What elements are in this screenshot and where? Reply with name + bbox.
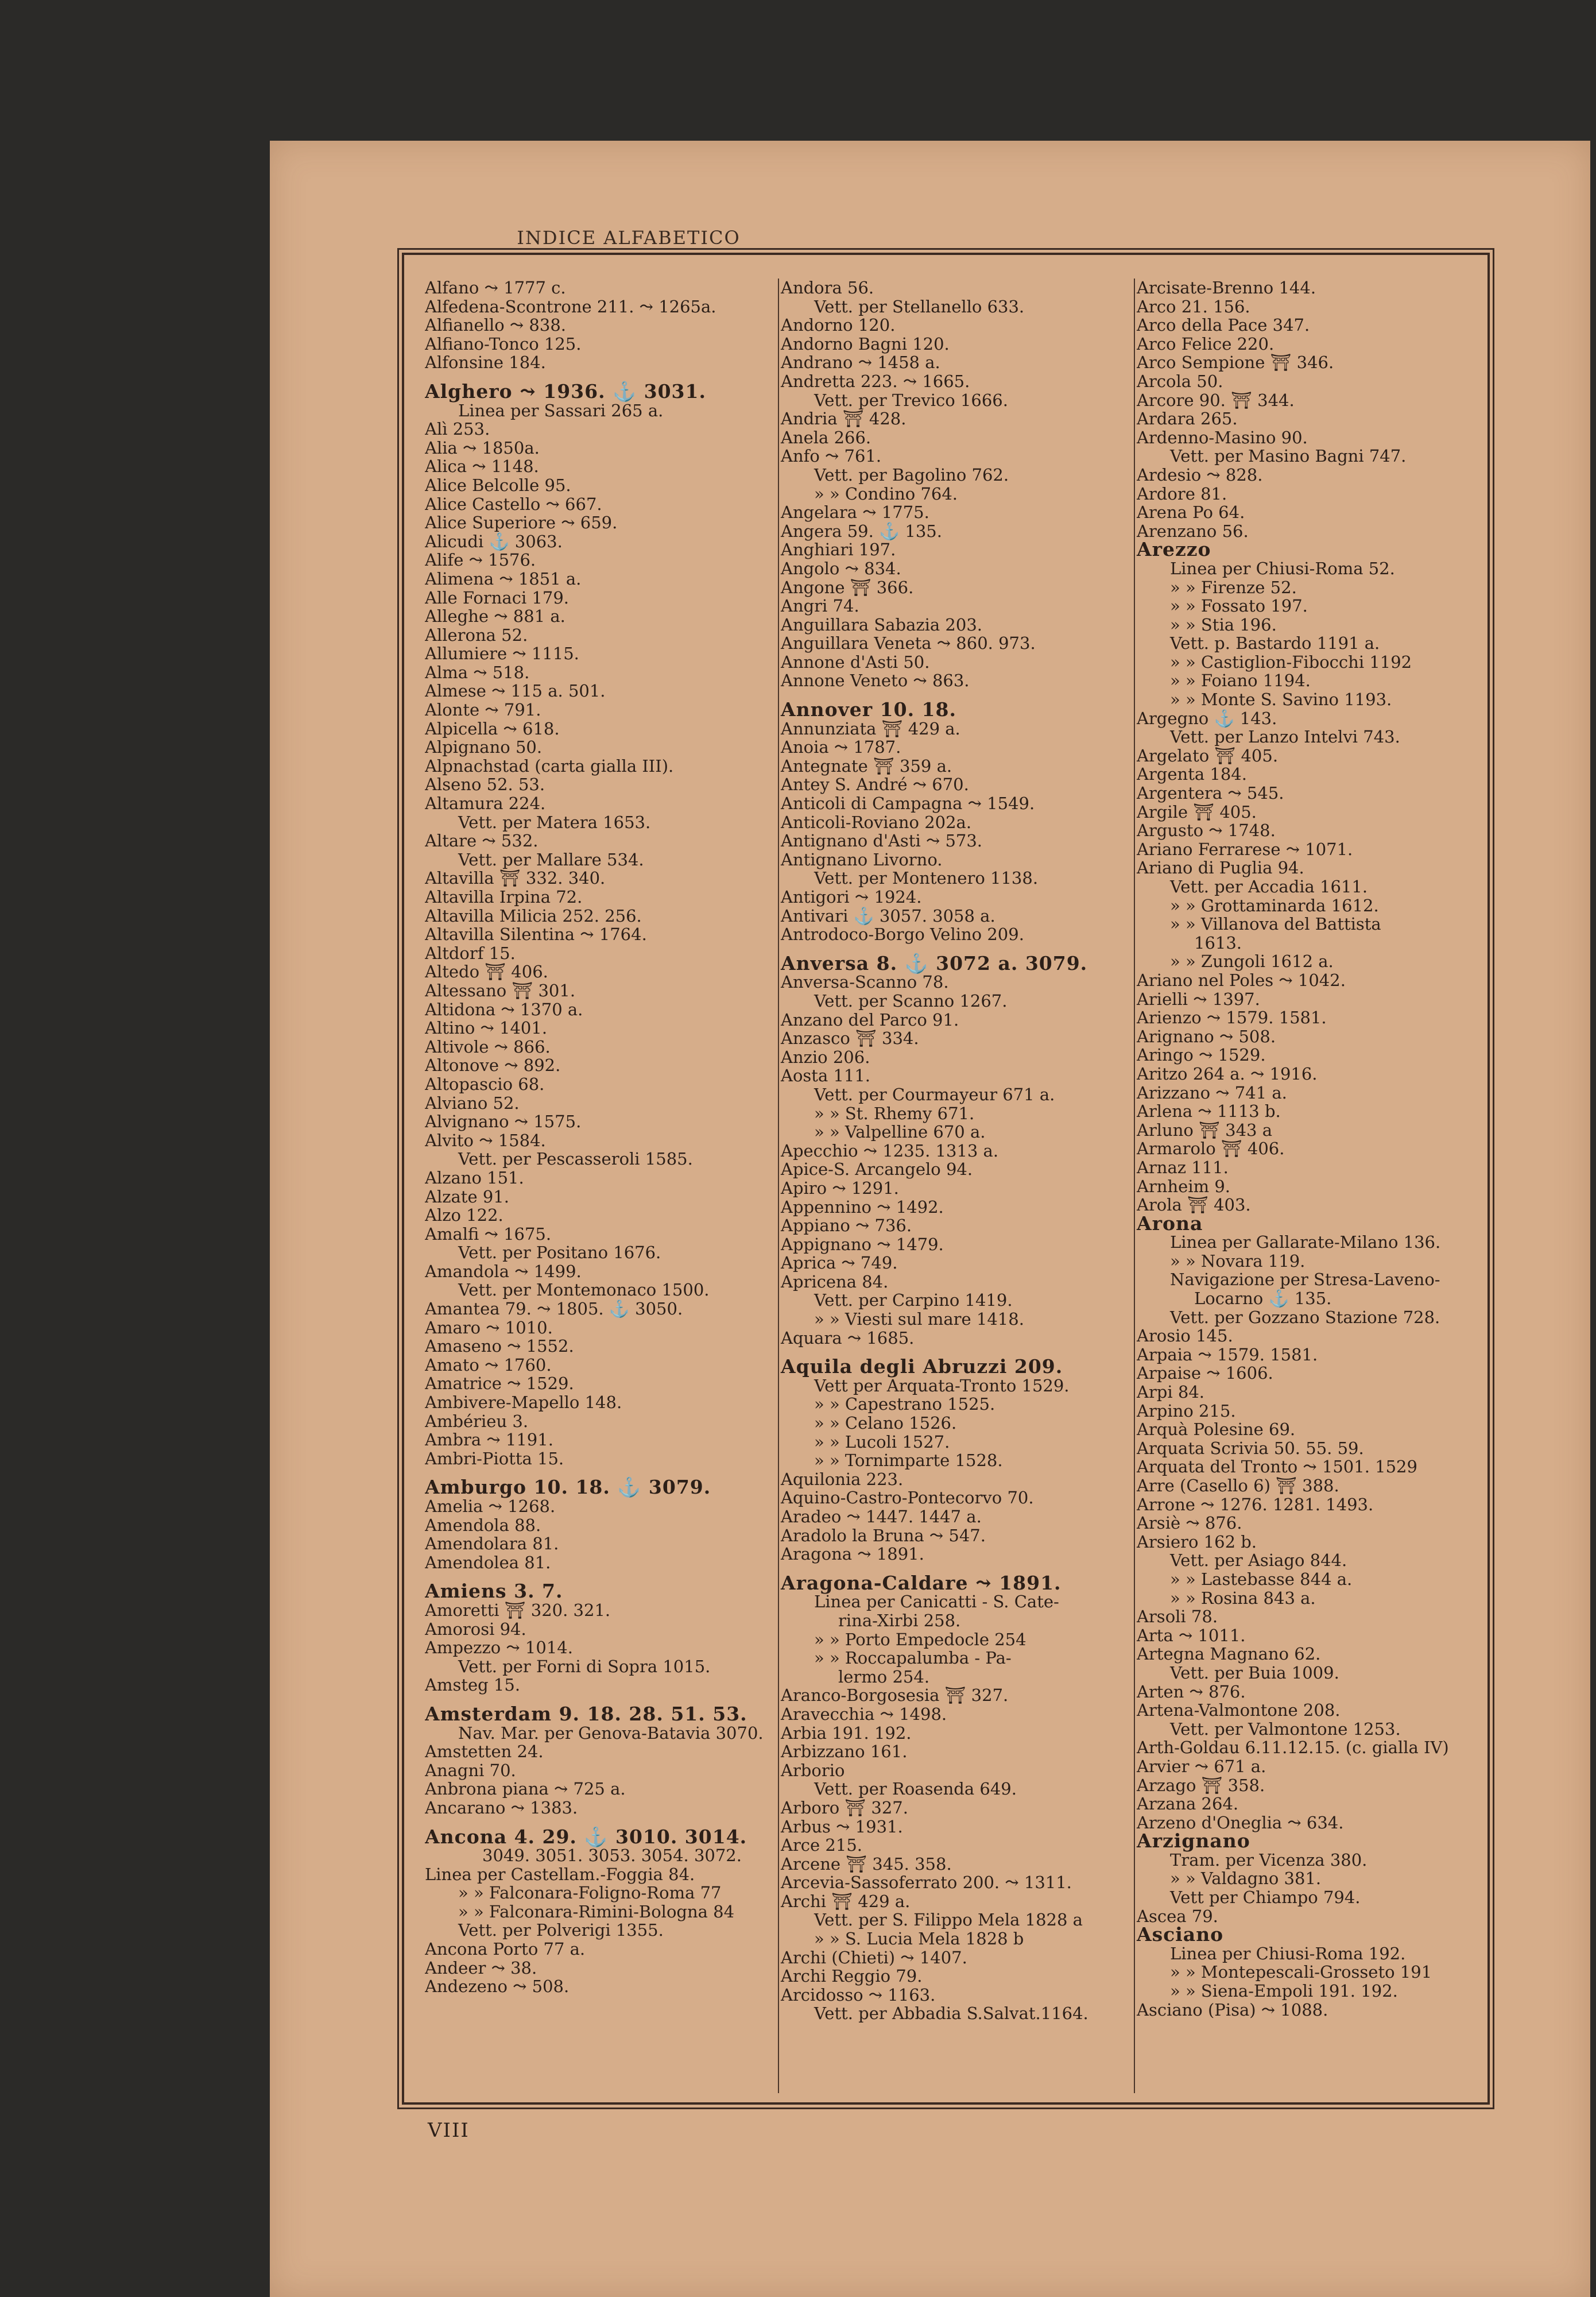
index-entry: Apiro ⤳ 1291. [781,1178,899,1198]
index-entry: Ampezzo ⤳ 1014. [425,1638,573,1658]
index-entry: Arten ⤳ 876. [1137,1681,1246,1702]
index-entry: Altavilla ⛩ 332. 340. [425,868,606,888]
index-entry: Aradeo ⤳ 1447. 1447 a. [781,1507,982,1526]
index-entry: Aringo ⤳ 1529. [1137,1045,1266,1065]
index-entry: Antegnate ⛩ 359 a. [781,756,952,776]
index-entry: » » Lastebasse 844 a. [1170,1569,1353,1589]
index-entry: Amato ⤳ 1760. [425,1355,552,1375]
index-entry: Apice-S. Arcangelo 94. [781,1159,973,1180]
index-entry: Alpnachstad (carta gialla III). [425,756,674,776]
index-entry: Arienzo ⤳ 1579. 1581. [1137,1008,1327,1028]
index-entry: Vett. per Courmayeur 671 a. [814,1084,1055,1104]
index-entry: Amandola ⤳ 1499. [425,1261,582,1281]
index-entry: Amsteg 15. [425,1675,521,1695]
index-entry: Amelia ⤳ 1268. [425,1496,556,1516]
index-entry: Alma ⤳ 518. [425,662,530,682]
index-entry: Antrodoco-Borgo Velino 209. [781,925,1024,945]
index-entry: Vett. per Montenero 1138. [814,868,1039,888]
index-entry: Vett. per S. Filippo Mela 1828 a [814,1910,1083,1930]
index-entry: Armarolo ⛩ 406. [1137,1139,1285,1159]
index-entry: Altavilla Irpina 72. [425,887,583,907]
index-entry: Alfedena-Scontrone 211. ⤳ 1265a. [425,296,716,316]
index-entry: Alfonsine 184. [425,353,546,373]
index-entry: Arielli ⤳ 1397. [1137,989,1260,1009]
index-entry: » » Villanova del Battista [1170,914,1381,934]
index-entry: Ardesio ⤳ 828. [1137,465,1263,485]
index-entry: Ancona Porto 77 a. [425,1939,586,1959]
index-entry: Andorno 120. [781,315,896,335]
index-entry: Anghiari 197. [781,540,896,560]
index-entry: » » Rosina 843 a. [1170,1588,1316,1608]
index-entry: Alfianello ⤳ 838. [425,315,567,335]
index-entry: 1613. [1194,933,1242,953]
index-entry: Vett. per Accadia 1611. [1170,877,1368,896]
index-entry: Arsiè ⤳ 876. [1137,1513,1242,1533]
index-entry: Vett. per Buia 1009. [1170,1662,1339,1683]
index-entry: Antignano d'Asti ⤳ 573. [781,831,983,851]
index-entry: Argusto ⤳ 1748. [1137,821,1276,841]
index-entry: Aragona-Caldare ⤳ 1891. [781,1571,1062,1594]
index-entry: Arzignano [1137,1830,1250,1853]
index-entry: Arsiero 162 b. [1137,1532,1257,1552]
index-entry: Anbrona piana ⤳ 725 a. [425,1779,626,1799]
index-entry: Amantea 79. ⤳ 1805. ⚓ 3050. [425,1299,683,1319]
index-entry: Anversa 8. ⚓ 3072 a. 3079. [781,952,1088,975]
index-entry: Arona [1137,1212,1203,1235]
index-entry: » » Valpelline 670 a. [814,1122,986,1142]
index-entry: Andeer ⤳ 38. [425,1958,537,1978]
index-entry: Arcore 90. ⛩ 344. [1137,390,1295,410]
index-entry: Asciano [1137,1923,1224,1946]
index-entry: Antignano Livorno. [781,849,943,869]
index-entry: Angri 74. [781,596,859,616]
index-entry: Apecchio ⤳ 1235. 1313 a. [781,1140,999,1161]
index-entry: Antey S. André ⤳ 670. [781,775,969,795]
index-entry: Altivole ⤳ 866. [425,1037,551,1057]
index-entry: Anagni 70. [425,1760,516,1780]
index-entry: » » Montepescali-Grosseto 191 [1170,1962,1432,1982]
index-entry: Amorosi 94. [425,1619,526,1639]
index-entry: Arola ⛩ 403. [1137,1195,1251,1215]
index-entry: Vett. p. Bastardo 1191 a. [1170,633,1380,653]
index-entry: » » S. Lucia Mela 1828 b [814,1929,1024,1949]
index-entry: » » Foiano 1194. [1170,671,1311,691]
index-entry: Andrano ⤳ 1458 a. [781,353,940,373]
index-entry: Angera 59. ⚓ 135. [781,521,942,541]
index-entry: Linea per Chiusi-Roma 192. [1170,1943,1406,1963]
index-entry: Arbizzano 161. [781,1742,908,1762]
index-entry: Amaro ⤳ 1010. [425,1317,553,1337]
index-entry: Anguillara Veneta ⤳ 860. 973. [781,633,1036,653]
index-entry: Arth-Goldau 6.11.12.15. (c. gialla IV) [1137,1738,1449,1758]
index-entry: Altedo ⛩ 406. [425,962,548,982]
index-entry: lermo 254. [838,1666,930,1687]
index-entry: Argentera ⤳ 545. [1137,783,1284,803]
index-entry: Arignano ⤳ 508. [1137,1026,1276,1046]
index-entry: Vett per Arquata-Tronto 1529. [814,1375,1070,1395]
index-entry: Alzano 151. [425,1167,524,1188]
index-entry: Vett. per Forni di Sopra 1015. [458,1656,711,1676]
index-entry: Vett. per Pescasseroli 1585. [458,1149,693,1169]
index-entry: Argile ⛩ 405. [1137,802,1257,822]
index-entry: Annover 10. 18. [781,698,956,721]
index-entry: » » Falconara-Rimini-Bologna 84 [458,1901,735,1921]
index-entry: » » Capestrano 1525. [814,1394,995,1414]
index-entry: » » Tornimparte 1528. [814,1451,1003,1471]
index-entry: Arco della Pace 347. [1137,315,1310,335]
index-entry: Arnaz 111. [1137,1157,1229,1177]
index-entry: rina-Xirbi 258. [838,1610,961,1630]
index-entry: Alice Superiore ⤳ 659. [425,513,618,533]
index-entry: Anzasco ⛩ 334. [781,1028,919,1049]
index-entry: Arlena ⤳ 1113 b. [1137,1101,1281,1122]
index-entry: » » Grottaminarda 1612. [1170,895,1379,915]
index-entry: Angolo ⤳ 834. [781,558,901,578]
index-entry: Amendola 88. [425,1515,541,1535]
index-entry: 3049. 3051. 3053. 3054. 3072. [482,1846,742,1866]
index-entry: Ariano nel Poles ⤳ 1042. [1137,970,1346,990]
index-entry: Aritzo 264 a. ⤳ 1916. [1137,1064,1318,1084]
index-entry: Altessano ⛩ 301. [425,980,576,1000]
index-entry: » » Porto Empedocle 254 [814,1629,1026,1649]
index-entry: Vett. per Trevico 1666. [814,390,1008,410]
index-entry: Vett. per Carpino 1419. [814,1290,1013,1310]
index-entry: Arizzano ⤳ 741 a. [1137,1082,1287,1103]
index-entry: Arena Po 64. [1137,502,1245,523]
index-entry: Arluno ⛩ 343 a [1137,1120,1273,1140]
index-entry: Locarno ⚓ 135. [1194,1289,1332,1309]
index-entry: Andorno Bagni 120. [781,334,950,354]
index-entry: Altonove ⤳ 892. [425,1055,561,1076]
index-entry: Amiens 3. 7. [425,1580,563,1603]
index-entry: Anguillara Sabazia 203. [781,614,982,635]
index-entry: Arvier ⤳ 671 a. [1137,1756,1266,1776]
index-entry: Vett. per Bagolino 762. [814,465,1009,485]
index-entry: Ancarano ⤳ 1383. [425,1797,578,1818]
index-entry: Alseno 52. 53. [425,775,545,795]
index-entry: Linea per Castellam.-Foggia 84. [425,1864,695,1884]
index-entry: » » Firenze 52. [1170,577,1297,597]
index-entry: Angelara ⤳ 1775. [781,502,929,523]
index-column-1 [425,279,766,2093]
index-entry: Arcola 50. [1137,371,1223,391]
index-entry: Tram. per Vicenza 380. [1170,1850,1368,1870]
index-entry: Anversa-Scanno 78. [781,972,949,992]
index-entry: Ardore 81. [1137,484,1227,504]
index-entry: » » Falconara-Foligno-Roma 77 [458,1883,722,1903]
index-entry: Asciano (Pisa) ⤳ 1088. [1137,2000,1328,2020]
index-entry: Aquara ⤳ 1685. [781,1328,915,1348]
index-entry: » » Siena-Empoli 191. 192. [1170,1981,1398,2001]
index-entry: Alfano ⤳ 1777 c. [425,279,566,297]
index-entry: Anzio 206. [781,1047,870,1067]
index-entry: Andria ⛩ 428. [781,409,907,429]
index-column-2 [778,279,1125,2093]
index-entry: Amburgo 10. 18. ⚓ 3079. [425,1476,711,1499]
index-entry: Artegna Magnano 62. [1137,1644,1321,1664]
index-entry: Amsterdam 9. 18. 28. 51. 53. [425,1702,747,1725]
index-entry: Ancona 4. 29. ⚓ 3010. 3014. [425,1825,747,1848]
index-entry: Alica ⤳ 1148. [425,457,539,477]
index-entry: Arpaia ⤳ 1579. 1581. [1137,1344,1318,1364]
index-entry: Arcevia-Sassoferrato 200. ⤳ 1311. [781,1873,1072,1893]
index-entry: Anzano del Parco 91. [781,1010,959,1030]
index-entry: » » Celano 1526. [814,1413,957,1433]
index-entry: Andretta 223. ⤳ 1665. [781,371,970,391]
index-entry: Alonte ⤳ 791. [425,700,541,720]
index-entry: » » Fossato 197. [1170,596,1308,616]
index-entry: Arcene ⛩ 345. 358. [781,1854,952,1874]
index-entry: » » Zungoli 1612 a. [1170,952,1334,972]
index-entry: » » Roccapalumba - Pa- [814,1648,1012,1668]
index-entry: Arre (Casello 6) ⛩ 388. [1137,1476,1339,1495]
index-entry: Andezeno ⤳ 508. [425,1977,570,1997]
page-number: VIII [428,2119,470,2142]
index-entry: Arta ⤳ 1011. [1137,1625,1246,1645]
index-entry: Arzeno d'Oneglia ⤳ 634. [1137,1812,1344,1832]
index-entry: Ascea 79. [1137,1906,1218,1926]
index-entry: Appignano ⤳ 1479. [781,1234,944,1254]
index-entry: Vett. per Scanno 1267. [814,991,1008,1011]
index-entry: Ambri-Piotta 15. [425,1448,564,1468]
index-entry: Aquilonia 223. [781,1469,904,1489]
index-entry: Alife ⤳ 1576. [425,550,536,570]
index-entry: Allumiere ⤳ 1115. [425,644,579,664]
index-entry: Amendolara 81. [425,1534,559,1554]
index-entry: Antivari ⚓ 3057. 3058 a. [781,906,995,926]
index-entry: Ambérieu 3. [425,1411,529,1431]
index-entry: Ardara 265. [1137,409,1238,429]
index-entry: » » Castiglion-Fibocchi 1192 [1170,652,1412,672]
index-entry: Alviano 52. [425,1093,520,1113]
index-entry: Amendolea 81. [425,1552,551,1572]
index-entry: Alpicella ⤳ 618. [425,718,560,738]
index-entry: Arsoli 78. [1137,1607,1218,1627]
index-entry: » » Valdagno 381. [1170,1869,1322,1889]
index-entry: Appennino ⤳ 1492. [781,1197,944,1217]
index-entry: Vett. per Matera 1653. [458,812,651,832]
index-entry: » » St. Rhemy 671. [814,1103,975,1123]
index-entry: Amoretti ⛩ 320. 321. [425,1600,611,1620]
index-entry: Almese ⤳ 115 a. 501. [425,681,606,701]
index-entry: Vett. per Stellanello 633. [814,296,1025,316]
index-entry: Vett. per Masino Bagni 747. [1170,446,1407,466]
index-entry: Aranco-Borgosesia ⛩ 327. [781,1685,1009,1706]
index-entry: Aosta 111. [781,1066,871,1086]
index-entry: Arquà Polesine 69. [1137,1420,1296,1440]
index-entry: Aquino-Castro-Pontecorvo 70. [781,1488,1034,1508]
index-entry: Vett. per Abbadia S.Salvat.1164. [814,2004,1088,2024]
index-entry: Arcisate-Brenno 144. [1137,279,1316,297]
index-entry: » » Condino 764. [814,484,958,504]
index-entry: Alia ⤳ 1850a. [425,438,540,458]
index-entry: Alleghe ⤳ 881 a. [425,606,565,627]
index-entry: Arosio 145. [1137,1326,1233,1346]
index-entry: Linea per Sassari 265 a. [458,400,664,420]
index-entry: Amstetten 24. [425,1742,544,1762]
index-entry: Alì 253. [425,419,490,439]
index-entry: Amatrice ⤳ 1529. [425,1374,574,1394]
index-entry: » » Monte S. Savino 1193. [1170,690,1392,710]
index-entry: Apricena 84. [781,1271,889,1291]
index-entry: Arco 21. 156. [1137,296,1250,316]
index-entry: Ambivere-Mapello 148. [425,1393,622,1413]
index-entry: Artena-Valmontone 208. [1137,1700,1341,1720]
index-entry: Alvito ⤳ 1584. [425,1130,546,1150]
index-entry: Altdorf 15. [425,943,516,963]
index-entry: Vett. per Mallare 534. [458,849,644,869]
index-entry: Amaseno ⤳ 1552. [425,1336,574,1356]
index-entry: Altavilla Silentina ⤳ 1764. [425,925,647,945]
index-entry: Altopascio 68. [425,1074,545,1094]
index-entry: Ardenno-Masino 90. [1137,427,1308,447]
index-entry: Appiano ⤳ 736. [781,1216,912,1236]
index-entry: Alvignano ⤳ 1575. [425,1112,582,1132]
index-entry: Arquata del Tronto ⤳ 1501. 1529 [1137,1457,1417,1477]
index-entry: Antigori ⤳ 1924. [781,887,922,907]
index-entry: Nav. Mar. per Genova-Batavia 3070. [458,1723,764,1743]
index-entry: Anela 266. [781,427,871,447]
index-entry: Anticoli di Campagna ⤳ 1549. [781,794,1035,814]
index-entry: Vett. per Montemonaco 1500. [458,1280,710,1300]
index-entry: Vett. per Roasenda 649. [814,1779,1017,1799]
index-entry: Navigazione per Stresa-Laveno- [1170,1270,1440,1290]
index-entry: Aquila degli Abruzzi 209. [781,1355,1063,1378]
index-entry: Annunziata ⛩ 429 a. [781,718,960,738]
index-entry: Alimena ⤳ 1851 a. [425,569,582,589]
index-entry: Arzana 264. [1137,1794,1239,1814]
index-entry: Angone ⛩ 366. [781,577,914,597]
index-entry: Arco Felice 220. [1137,334,1275,354]
index-entry: Altare ⤳ 532. [425,831,539,851]
index-entry: Archi (Chieti) ⤳ 1407. [781,1947,967,1967]
index-entry: Vett. per Lanzo Intelvi 743. [1170,727,1400,747]
index-entry: Arnheim 9. [1137,1176,1230,1196]
index-entry: Arpaise ⤳ 1606. [1137,1363,1273,1383]
index-entry: Linea per Canicatti - S. Cate- [814,1592,1059,1612]
index-entry: » » Viesti sul mare 1418. [814,1309,1024,1329]
index-entry: Arzago ⛩ 358. [1137,1775,1265,1795]
index-entry: Arcidosso ⤳ 1163. [781,1985,936,2005]
index-entry: Altavilla Milicia 252. 256. [425,906,642,926]
page-header: INDICE ALFABETICO [517,227,741,249]
index-entry: Vett. per Valmontone 1253. [1170,1719,1401,1739]
index-entry: Alice Belcolle 95. [425,475,571,495]
index-entry: Arboro ⛩ 327. [781,1797,908,1818]
index-entry: Annone Veneto ⤳ 863. [781,671,970,691]
index-entry: Linea per Gallarate-Milano 136. [1170,1232,1441,1252]
index-entry: Allerona 52. [425,625,528,645]
index-entry: Altamura 224. [425,794,546,814]
index-entry: Andora 56. [781,279,874,297]
index-entry: » » Novara 119. [1170,1251,1306,1271]
index-entry: Alfiano-Tonco 125. [425,334,582,354]
index-entry: Altidona ⤳ 1370 a. [425,999,583,1019]
index-entry: Alle Fornaci 179. [425,587,570,608]
index-entry: Aragona ⤳ 1891. [781,1544,924,1564]
index-entry: Argelato ⛩ 405. [1137,745,1279,765]
index-column-3 [1134,279,1484,2093]
index-entry: Arborio [781,1760,845,1780]
index-entry: Vett. per Asiago 844. [1170,1550,1347,1571]
index-entry: Arenzano 56. [1137,521,1249,541]
index-entry: Aradolo la Bruna ⤳ 547. [781,1525,986,1545]
index-entry: Ambra ⤳ 1191. [425,1430,553,1450]
index-entry: Alzate 91. [425,1186,509,1206]
index-entry: Arezzo [1137,538,1211,561]
index-entry: Arbia 191. 192. [781,1723,912,1743]
index-entry: Anticoli-Roviano 202a. [781,812,972,832]
index-entry: Amalfi ⤳ 1675. [425,1224,552,1244]
index-entry: Linea per Chiusi-Roma 52. [1170,558,1395,578]
index-entry: Ariano di Puglia 94. [1137,858,1304,878]
index-entry: Vett per Chiampo 794. [1170,1888,1361,1908]
index-entry: Anoia ⤳ 1787. [781,737,901,757]
index-entry: Anfo ⤳ 761. [781,446,882,466]
index-entry: Arpi 84. [1137,1382,1204,1402]
index-entry: Aprica ⤳ 749. [781,1253,898,1273]
index-entry: Alice Castello ⤳ 667. [425,494,602,514]
index-entry: Arco Sempione ⛩ 346. [1137,353,1334,373]
index-entry: » » Stia 196. [1170,614,1277,635]
index-entry: Vett. per Gozzano Stazione 728. [1170,1307,1440,1327]
index-entry: Alghero ⤳ 1936. ⚓ 3031. [425,380,706,403]
index-entry: Arquata Scrivia 50. 55. 59. [1137,1438,1364,1458]
index-entry: Alzo 122. [425,1205,503,1225]
index-entry: Altino ⤳ 1401. [425,1018,548,1038]
index-entry: Vett. per Positano 1676. [458,1243,661,1263]
index-entry: Argegno ⚓ 143. [1137,708,1277,728]
index-entry: Arrone ⤳ 1276. 1281. 1493. [1137,1494,1374,1514]
index-entry: Aravecchia ⤳ 1498. [781,1704,947,1724]
index-entry: Arce 215. [781,1835,862,1855]
index-entry: Archi ⛩ 429 a. [781,1891,911,1911]
index-entry: Arpino 215. [1137,1401,1236,1421]
index-entry: » » Lucoli 1527. [814,1432,950,1452]
index-entry: Alpignano 50. [425,737,543,757]
index-entry: Alicudi ⚓ 3063. [425,531,563,551]
index-entry: Archi Reggio 79. [781,1966,923,1986]
index-entry: Annone d'Asti 50. [781,652,930,672]
index-entry: Ariano Ferrarese ⤳ 1071. [1137,839,1353,859]
index-entry: Argenta 184. [1137,764,1247,784]
index-entry: Vett. per Polverigi 1355. [458,1920,664,1940]
index-entry: Arbus ⤳ 1931. [781,1816,903,1836]
